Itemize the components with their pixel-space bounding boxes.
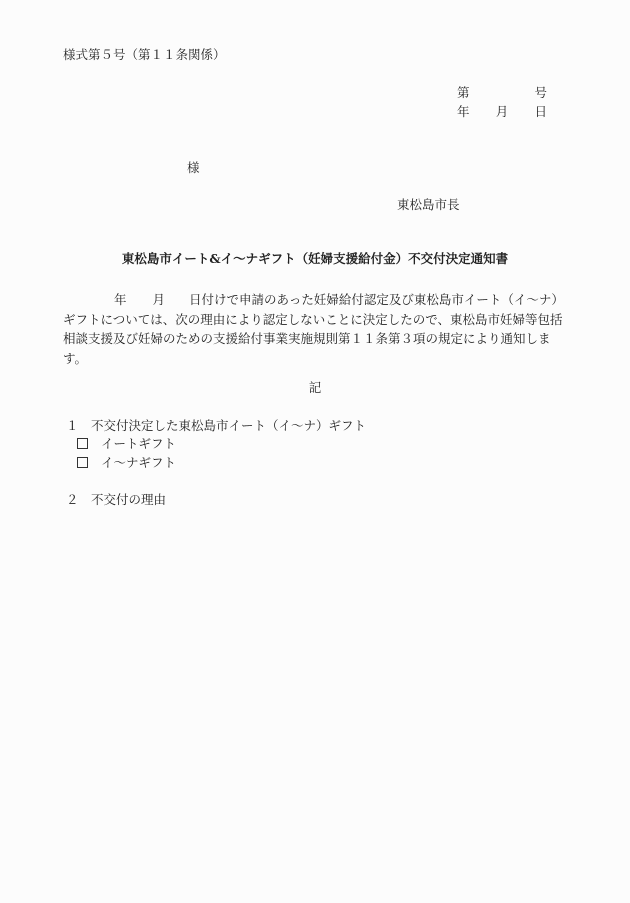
date-year: 年 xyxy=(457,104,470,119)
checkbox-ina-gift[interactable] xyxy=(77,457,88,468)
reference-date xyxy=(457,106,547,119)
checkbox-eat-gift[interactable] xyxy=(77,438,88,449)
body-line-3: 相談支援及び妊婦のための支援給付事業実施規則第１１条第３項の規定により通知しま xyxy=(63,331,551,346)
sender: 東松島市長 xyxy=(397,197,460,212)
body-year: 年 xyxy=(114,292,127,307)
item-1-number: １ xyxy=(66,418,79,433)
ki-heading: 記 xyxy=(308,380,322,395)
body-line-4: す。 xyxy=(63,350,88,366)
body-line-1 xyxy=(63,290,570,310)
option-eat-gift[interactable] xyxy=(77,438,176,451)
reference-number-suffix: 号 xyxy=(534,85,547,100)
item-1 xyxy=(66,420,366,433)
body-paragraph xyxy=(63,290,570,368)
body-line-2: ギフトについては、次の理由により認定しないことに決定したので、東松島市妊婦等包括 xyxy=(63,311,563,327)
body-month: 月 xyxy=(152,292,166,307)
date-day: 日 xyxy=(534,104,547,119)
item-2 xyxy=(66,494,166,507)
item-1-label: 不交付決定した東松島市イート（イ〜ナ）ギフト xyxy=(91,418,367,433)
item-2-number: ２ xyxy=(66,492,79,507)
option-ina-gift[interactable] xyxy=(77,457,176,470)
addressee: 様 xyxy=(187,160,200,175)
document-title: 東松島市イート&イ〜ナギフト（妊婦支援給付金）不交付決定通知書 xyxy=(121,251,509,266)
reference-number-prefix: 第 xyxy=(457,85,470,100)
item-2-label: 不交付の理由 xyxy=(91,492,167,507)
option-eat-gift-label: イートギフト xyxy=(101,436,177,451)
date-month: 月 xyxy=(495,104,509,119)
option-ina-gift-label: イ〜ナギフト xyxy=(101,455,177,470)
body-line-1-text: 日付けで申請のあった妊婦給付認定及び東松島市イート（イ〜ナ） xyxy=(189,292,564,307)
form-number: 様式第５号（第１１条関係） xyxy=(63,47,226,62)
